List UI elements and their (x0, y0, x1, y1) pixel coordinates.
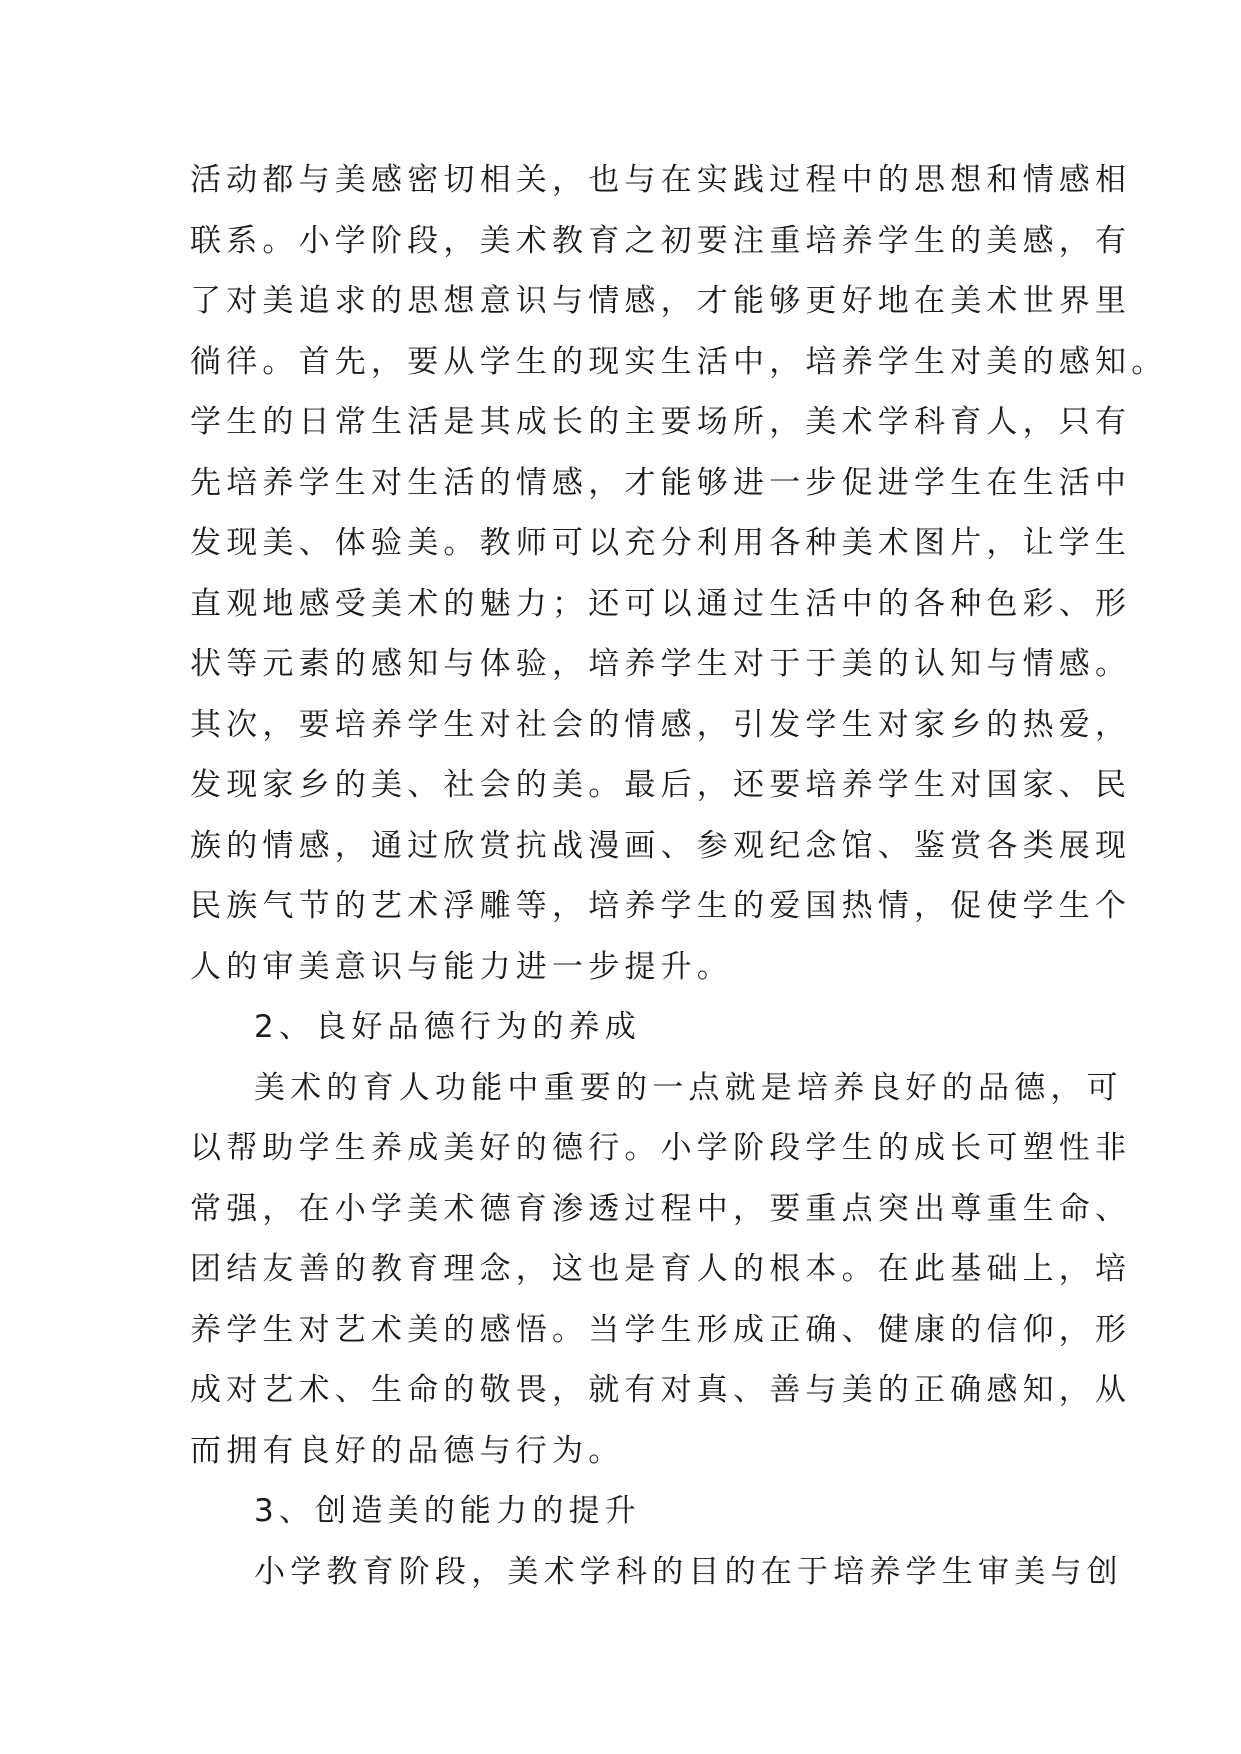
text-line: 发现美、体验美。教师可以充分利用各种美术图片，让学生 (190, 525, 1132, 561)
text-line: 状等元素的感知与体验，培养学生对于于美的认知与情感。 (190, 646, 1132, 682)
text-line: 学生的日常生活是其成长的主要场所，美术学科育人，只有 (190, 404, 1132, 440)
body-text (190, 150, 1168, 1602)
text-line: 直观地感受美术的魅力；还可以通过生活中的各种色彩、形 (190, 585, 1132, 622)
text-line: 其次，要培养学生对社会的情感，引发学生对家乡的热爱， (190, 706, 1132, 743)
text-line: 了对美追求的思想意识与情感，才能够更好地在美术世界里 (190, 283, 1132, 319)
text-line: 以帮助学生养成美好的德行。小学阶段学生的成长可塑性非 (190, 1130, 1132, 1166)
text-line: 成对艺术、生命的敬畏，就有对真、善与美的正确感知，从 (190, 1372, 1132, 1408)
text-line: 活动都与美感密切相关，也与在实践过程中的思想和情感相 (190, 162, 1132, 198)
text-line: 团结友善的教育理念，这也是育人的根本。在此基础上，培 (190, 1251, 1132, 1287)
text-line: 发现家乡的美、社会的美。最后，还要培养学生对国家、民 (190, 767, 1132, 803)
text-line: 民族气节的艺术浮雕等，培养学生的爱国热情，促使学生个 (190, 888, 1132, 924)
text-line: 常强，在小学美术德育渗透过程中，要重点突出尊重生命、 (190, 1190, 1132, 1227)
text-line: 人的审美意识与能力进一步提升。 (190, 948, 733, 985)
text-line: 徜徉。首先，要从学生的现实生活中，培养学生对美的感知。 (190, 343, 1168, 380)
text-line: 先培养学生对生活的情感，才能够进一步促进学生在生活中 (190, 464, 1132, 501)
text-line: 联系。小学阶段，美术教育之初要注重培养学生的美感，有 (190, 222, 1132, 259)
section-heading: 3、创造美的能力的提升 (254, 1493, 641, 1529)
section-heading: 2、良好品德行为的养成 (254, 1009, 641, 1045)
text-line: 养学生对艺术美的感悟。当学生形成正确、健康的信仰，形 (190, 1311, 1132, 1348)
text-line: 小学教育阶段，美术学科的目的在于培养学生审美与创 (254, 1553, 1123, 1590)
text-line: 美术的育人功能中重要的一点就是培养良好的品德，可 (254, 1069, 1123, 1106)
text-line: 族的情感，通过欣赏抗战漫画、参观纪念馆、鉴赏各类展现 (190, 827, 1132, 864)
text-line: 而拥有良好的品德与行为。 (190, 1432, 625, 1469)
